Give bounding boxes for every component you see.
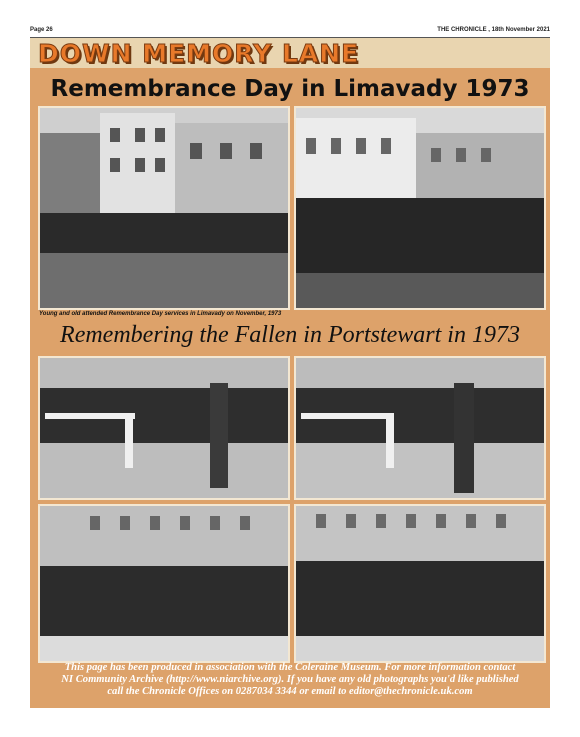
footer-line: NI Community Archive (http://www.niarchive.org). If you have any old photographs you'd like published — [61, 674, 519, 685]
footer-line: call the Chronicle Offices on 0287034 3344 or email to editor@thechronicle.uk.com — [107, 686, 473, 697]
banner-title: DOWN MEMORY LANE — [38, 39, 360, 68]
limavady-caption: Young and old attended Remembrance Day services in Limavady on November, 1973 — [39, 311, 282, 317]
photo-portstewart-3 — [38, 504, 290, 663]
publication-dateline: THE CHRONICLE , 18th November 2021 — [437, 27, 550, 33]
photo-limavady-left — [38, 106, 290, 310]
content-frame — [30, 68, 550, 708]
portstewart-heading: Remembering the Fallen in Portstewart in 1973 — [60, 322, 520, 348]
limavady-heading: Remembrance Day in Limavady 1973 — [50, 76, 530, 102]
section-banner — [30, 38, 550, 68]
photo-portstewart-4 — [294, 504, 546, 663]
page-number: Page 26 — [30, 27, 53, 33]
footer-line: This page has been produced in association with the Coleraine Museum. For more information contact — [64, 662, 516, 673]
photo-limavady-right — [294, 106, 546, 310]
page-header — [30, 27, 550, 38]
photo-portstewart-2 — [294, 356, 546, 500]
footer-credits — [34, 662, 546, 698]
photo-portstewart-1 — [38, 356, 290, 500]
